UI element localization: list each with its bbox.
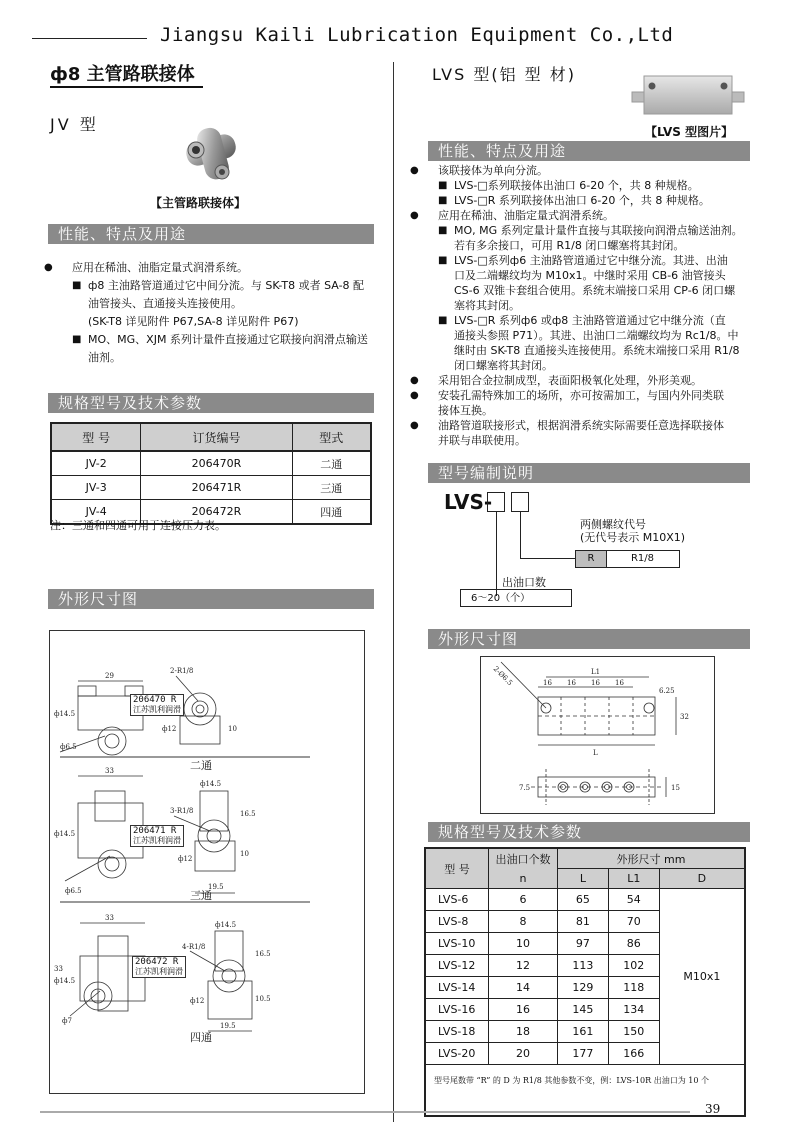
model-code-diagram [440,488,750,618]
table-row: LVS-12 12 113 102 [425,955,745,977]
table-row: LVS-6 6 65 54 M10x1 [425,889,745,911]
outlet-label: 出油口数 [502,576,546,589]
jv-image-caption: 【主管路联接体】 [150,196,247,210]
dim-label: 16 [615,679,624,687]
table-row: JV-2 206470R 二通 [51,451,371,476]
bullet-item: ● 应用在稀油、油脂定量式润滑系统。 [438,208,758,223]
dim-label: 6.25 [659,687,675,695]
company-name: Jiangsu Kaili Lubrication Equipment Co.,Ltd [160,24,674,46]
bullet-item: ● 应用在稀油、油脂定量式润滑系统。 [72,259,382,277]
table-row: JV-4 206472R 四通 [51,500,371,525]
table-row: LVS-16 16 145 134 [425,999,745,1021]
dim-label: 33 [105,767,114,775]
lvs-table-note: 型号尾数带 “R” 的 D 为 R1/8 其他参数不变，例：LVS-10R 出油口为 10 个 [425,1065,745,1117]
dim-label: L1 [591,668,601,676]
dim-label: 7.5 [519,784,531,792]
col-header: 出油口个数 [489,848,558,869]
dim-label: ф12 [178,855,193,863]
nameplate: 206471 R 江苏凯利润滑 [130,825,184,847]
dim-label: 10.5 [255,995,271,1003]
col-header: 型 号 [51,423,141,451]
table-row: LVS-14 14 129 118 [425,977,745,999]
connector-line [496,512,497,596]
jv-drawings-svg [50,631,364,1093]
connector-line [520,512,521,558]
dim-label: 2-R1/8 [170,667,194,675]
jv-table-note: 注：三通和四通可用于连接压力表。 [50,519,226,532]
drawing-caption: 三通 [190,889,212,902]
col-header: 订货编号 [141,423,292,451]
dim-label: L [593,749,598,757]
outlet-code-box [487,492,505,512]
jv-type-label: JV 型 [50,115,99,134]
table-row: LVS-10 10 97 86 [425,933,745,955]
dim-label: ф14.5 [215,921,237,929]
model-code-heading: 型号编制说明 [428,463,750,483]
sub-item: ■ ф8 主油路管道通过它中间分流。与 SK-T8 或者 SA-8 配 油管接头、直通接头连接使用。 (SK-T8 详见附件 P67,SA-8 详见附件 P67) [72,277,382,331]
dim-label: ф12 [162,725,177,733]
dim-label: 16 [591,679,600,687]
dim-label: ф7 [62,1017,72,1025]
dim-label: 10 [228,725,237,733]
thread-value-cell: R1/8 [606,550,680,568]
bullet-item: ● 油路管道联接形式，根据润滑系统实际需要任意选择联接体 并联与串联使用。 [438,418,758,448]
sub-item: ■ LVS-□系列ф6 主油路管道通过它中继分流。其进、出油 口及二端螺纹均为 M10x1。中继时采用 CB-6 油管接头 CS-6 双锥卡套组合使用。系统末端接口采用 CP-6 闭口螺 塞将其封闭。 [454,253,758,313]
bullet-item: ● 该联接体为单向分流。 [438,163,758,178]
lvs-drawing-svg [481,657,714,813]
d-value: M10x1 [659,889,745,1065]
dim-label: 29 [105,672,114,680]
dim-label: 16.5 [240,810,256,818]
dim-label: 4-R1/8 [182,943,206,951]
left-title: ф8 主管路联接体 [50,64,203,88]
thread-code-cell: R [575,550,607,568]
dim-label: 16 [543,679,552,687]
thread-label: 两侧螺纹代号 (无代号表示 M10X1) [580,518,686,544]
dim-label: ф6.5 [65,887,82,895]
dim-label: 19.5 [220,1022,236,1030]
page-number: 39 [705,1102,721,1116]
col-header: L1 [608,869,659,889]
dim-label: 16.5 [255,950,271,958]
table-row: LVS-18 18 161 150 [425,1021,745,1043]
right-features-list [438,163,758,448]
sub-item: ■ LVS-□R 系列联接体出油口 6-20 个，共 8 种规格。 [454,193,758,208]
header-rule [32,38,147,39]
col-header: n [489,869,558,889]
col-header: 型 号 [425,848,489,889]
jv-connector-photo [178,120,248,190]
outlet-range-cell: 6～20（个） [460,589,572,607]
dim-label: 10 [240,850,249,858]
dim-label: 33 [54,965,63,973]
drawing-caption: 二通 [190,759,212,772]
dim-label: 19.5 [208,883,224,891]
dim-label: ф14.5 [54,977,76,985]
table-row: LVS-20 20 177 166 [425,1043,745,1065]
dim-label: 2-Ø6.5 [491,664,515,688]
lvs-image-caption: 【LVS 型图片】 [645,125,734,139]
sub-item: ■ MO, MG 系列定量计量件直接与其联接向润滑点输送油剂。 若有多余接口，可用 R1/8 闭口螺塞将其封闭。 [454,223,758,253]
col-header: 外形尺寸 mm [558,848,746,869]
model-prefix: LVS- [444,490,493,514]
dim-label: ф12 [190,997,205,1005]
lvs-title: LVS 型(铝 型 材) [432,65,577,84]
lvs-dimension-drawing [480,656,715,814]
dim-label: 32 [680,713,689,721]
dim-label: 3-R1/8 [170,807,194,815]
col-header: D [659,869,745,889]
sub-item: ■ LVS-□系列联接体出油口 6-20 个，共 8 种规格。 [454,178,758,193]
jv-spec-table [50,422,372,525]
dim-label: ф6.5 [60,743,77,751]
thread-code-box [511,492,529,512]
left-features-list [72,259,382,367]
dim-label: 16 [567,679,576,687]
col-header: L [558,869,609,889]
dim-label: ф14.5 [54,710,76,718]
nameplate: 206470 R 江苏凯利润滑 [130,694,184,716]
drawing-caption: 四通 [190,1031,212,1044]
right-features-heading: 性能、特点及用途 [428,141,750,161]
sub-item: ■ MO、MG、XJM 系列计量件直接通过它联接向润滑点输送 油剂。 [72,331,382,367]
col-header: 型式 [292,423,371,451]
left-specs-heading: 规格型号及技术参数 [48,393,374,413]
left-features-heading: 性能、特点及用途 [48,224,374,244]
dim-label: 33 [105,914,114,922]
left-dimensions-heading: 外形尺寸图 [48,589,374,609]
nameplate: 206472 R 江苏凯利润滑 [132,956,186,978]
lvs-block-photo [630,72,745,117]
right-specs-heading: 规格型号及技术参数 [428,822,750,842]
right-dimensions-heading: 外形尺寸图 [428,629,750,649]
dim-label: ф14.5 [54,830,76,838]
bullet-item: ● 采用铝合金拉制成型，表面阳极氧化处理，外形美观。 [438,373,758,388]
sub-item: ■ LVS-□R 系列ф6 或ф8 主油路管道通过它中继分流（直 通接头参照 P71）。其进、出油口二端螺纹均为 Rc1/8。中 继时由 SK-T8 直通接头连接使用。系统末端接口采用 R1/8 闭口螺塞将其封闭。 [454,313,758,373]
table-row: LVS-8 8 81 70 [425,911,745,933]
column-divider [393,62,394,1122]
dim-label: 15 [671,784,680,792]
table-row: JV-3 206471R 三通 [51,476,371,500]
connector-line [520,558,575,559]
dim-label: ф14.5 [200,780,222,788]
jv-dimension-drawings [49,630,365,1094]
footer-rule [40,1111,690,1113]
bullet-item: ● 安装孔需特殊加工的场所，亦可按需加工，与国内外同类联 接体互换。 [438,388,758,418]
lvs-spec-table [424,847,746,1117]
